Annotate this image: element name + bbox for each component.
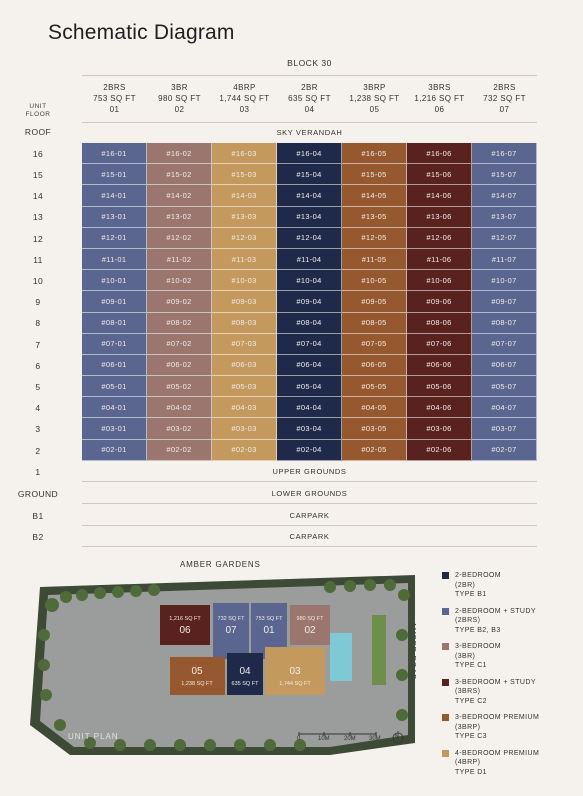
unit-cell[interactable]: #14-03 bbox=[212, 185, 277, 206]
column-header-04: 2BR 635 SQ FT 04 bbox=[288, 83, 331, 114]
unit-cell[interactable]: #15-01 bbox=[82, 164, 147, 185]
upper-grounds-label: UPPER GROUNDS bbox=[272, 467, 347, 476]
floor-row-14 bbox=[82, 185, 537, 206]
floor-row-11 bbox=[82, 249, 537, 270]
unit-cell[interactable]: #07-04 bbox=[277, 334, 342, 355]
unit-cell[interactable]: #09-03 bbox=[212, 291, 277, 312]
unit-cell[interactable]: #15-02 bbox=[147, 164, 212, 185]
floor-row-12 bbox=[82, 228, 537, 249]
unit-cell[interactable]: #07-02 bbox=[147, 334, 212, 355]
svg-text:1,216 SQ FT: 1,216 SQ FT bbox=[169, 616, 201, 622]
column-header-05: 3BRP 1,238 SQ FT 05 bbox=[349, 83, 400, 114]
svg-text:04: 04 bbox=[239, 666, 251, 677]
unit-cell[interactable]: #08-02 bbox=[147, 313, 212, 334]
column-header-01: 2BRS 753 SQ FT 01 bbox=[93, 83, 136, 114]
unit-cell[interactable]: #12-02 bbox=[147, 228, 212, 249]
unit-cell[interactable]: #12-05 bbox=[342, 228, 407, 249]
unit-cell[interactable]: #16-03 bbox=[212, 143, 277, 164]
scale-label: 10M bbox=[318, 736, 330, 742]
unit-grid bbox=[82, 143, 537, 461]
svg-text:1,238 SQ FT: 1,238 SQ FT bbox=[181, 681, 213, 687]
svg-text:980 SQ FT: 980 SQ FT bbox=[296, 616, 324, 622]
legend-swatch bbox=[442, 608, 449, 615]
unit-cell[interactable]: #09-05 bbox=[342, 291, 407, 312]
unit-cell[interactable]: #10-06 bbox=[407, 270, 472, 291]
column-header-02: 3BR 980 SQ FT 02 bbox=[158, 83, 201, 114]
unit-cell[interactable]: #03-07 bbox=[472, 418, 537, 439]
unit-cell[interactable]: #06-05 bbox=[342, 355, 407, 376]
unit-cell[interactable]: #06-07 bbox=[472, 355, 537, 376]
site-plan bbox=[30, 575, 430, 755]
plan-unit-04[interactable] bbox=[227, 653, 263, 695]
column-header-07: 2BRS 732 SQ FT 07 bbox=[483, 83, 526, 114]
unit-cell[interactable]: #08-07 bbox=[472, 313, 537, 334]
unit-cell[interactable]: #05-07 bbox=[472, 376, 537, 397]
unit-cell[interactable]: #07-03 bbox=[212, 334, 277, 355]
page-title: Schematic Diagram bbox=[48, 21, 235, 44]
unit-cell[interactable]: #11-03 bbox=[212, 249, 277, 270]
unit-cell[interactable]: #13-05 bbox=[342, 207, 407, 228]
unit-cell[interactable]: #03-06 bbox=[407, 418, 472, 439]
plan-unit-06[interactable] bbox=[160, 605, 210, 645]
floor-row-13 bbox=[82, 207, 537, 228]
unit-cell[interactable]: #09-06 bbox=[407, 291, 472, 312]
block-label: BLOCK 30 bbox=[287, 58, 332, 68]
unit-cell[interactable]: #05-06 bbox=[407, 376, 472, 397]
floor-row-10 bbox=[82, 270, 537, 291]
unit-cell[interactable]: #14-05 bbox=[342, 185, 407, 206]
unit-cell[interactable]: #16-07 bbox=[472, 143, 537, 164]
floor-row-2 bbox=[82, 440, 537, 461]
divider bbox=[82, 546, 537, 547]
svg-text:06: 06 bbox=[179, 625, 191, 636]
unit-cell[interactable]: #06-03 bbox=[212, 355, 277, 376]
unit-cell[interactable]: #12-06 bbox=[407, 228, 472, 249]
unit-cell[interactable]: #02-01 bbox=[82, 440, 147, 461]
divider bbox=[82, 75, 537, 76]
legend-item-2brs: 2-BEDROOM + STUDY (2BRS) TYPE B2, B3 bbox=[442, 607, 577, 636]
unit-cell[interactable]: #05-05 bbox=[342, 376, 407, 397]
unit-cell[interactable]: #11-01 bbox=[82, 249, 147, 270]
plan-unit-07[interactable] bbox=[213, 603, 249, 659]
unit-cell[interactable]: #09-04 bbox=[277, 291, 342, 312]
unit-cell[interactable]: #04-03 bbox=[212, 397, 277, 418]
legend-swatch bbox=[442, 714, 449, 721]
svg-text:753 SQ FT: 753 SQ FT bbox=[255, 616, 283, 622]
column-header-03: 4BRP 1,744 SQ FT 03 bbox=[219, 83, 270, 114]
north-label: N bbox=[395, 734, 399, 740]
floor-label: 15 bbox=[32, 170, 44, 180]
unit-cell[interactable]: #16-05 bbox=[342, 143, 407, 164]
carpark-b1-label: CARPARK bbox=[289, 511, 330, 520]
legend-swatch bbox=[442, 679, 449, 686]
unit-cell[interactable]: #08-04 bbox=[277, 313, 342, 334]
svg-text:02: 02 bbox=[304, 625, 316, 636]
unit-cell[interactable]: #07-05 bbox=[342, 334, 407, 355]
unit-cell[interactable]: #15-05 bbox=[342, 164, 407, 185]
unit-cell[interactable]: #14-06 bbox=[407, 185, 472, 206]
road-label-amber-gardens: AMBER GARDENS bbox=[180, 560, 261, 569]
floor-row-7 bbox=[82, 334, 537, 355]
unit-cell[interactable]: #13-04 bbox=[277, 207, 342, 228]
unit-cell[interactable]: #07-07 bbox=[472, 334, 537, 355]
floor-label-ground: GROUND bbox=[17, 489, 59, 499]
unit-cell[interactable]: #02-02 bbox=[147, 440, 212, 461]
svg-text:03: 03 bbox=[289, 666, 301, 677]
unit-cell[interactable]: #03-01 bbox=[82, 418, 147, 439]
pool bbox=[330, 633, 352, 681]
unit-cell[interactable]: #13-03 bbox=[212, 207, 277, 228]
floor-row-6 bbox=[82, 355, 537, 376]
unit-cell[interactable]: #07-06 bbox=[407, 334, 472, 355]
unit-cell[interactable]: #06-01 bbox=[82, 355, 147, 376]
lawn bbox=[372, 615, 386, 685]
unit-cell[interactable]: #12-07 bbox=[472, 228, 537, 249]
floor-label: 12 bbox=[32, 234, 44, 244]
floor-label: 5 bbox=[35, 382, 41, 392]
unit-cell[interactable]: #16-02 bbox=[147, 143, 212, 164]
unit-cell[interactable]: #11-06 bbox=[407, 249, 472, 270]
unit-cell[interactable]: #06-04 bbox=[277, 355, 342, 376]
unit-cell[interactable]: #02-03 bbox=[212, 440, 277, 461]
unit-cell[interactable]: #04-02 bbox=[147, 397, 212, 418]
unit-cell[interactable]: #11-07 bbox=[472, 249, 537, 270]
unit-cell[interactable]: #04-04 bbox=[277, 397, 342, 418]
unit-cell[interactable]: #12-04 bbox=[277, 228, 342, 249]
divider bbox=[82, 481, 537, 482]
floor-label: 3 bbox=[35, 424, 41, 434]
floor-row-9 bbox=[82, 291, 537, 312]
unit-cell[interactable]: #12-03 bbox=[212, 228, 277, 249]
legend-swatch bbox=[442, 750, 449, 757]
legend-item-3brp: 3-BEDROOM PREMIUM (3BRP) TYPE C3 bbox=[442, 713, 577, 742]
scale-label: 20M bbox=[344, 736, 356, 742]
unit-cell[interactable]: #02-05 bbox=[342, 440, 407, 461]
unit-cell[interactable]: #10-02 bbox=[147, 270, 212, 291]
legend-item-4brp: 4-BEDROOM PREMIUM (4BRP) TYPE D1 bbox=[442, 749, 577, 778]
floor-label: 10 bbox=[32, 276, 44, 286]
unit-cell[interactable]: #10-01 bbox=[82, 270, 147, 291]
svg-text:05: 05 bbox=[191, 666, 203, 677]
unit-cell[interactable]: #06-02 bbox=[147, 355, 212, 376]
floor-label: 14 bbox=[32, 191, 44, 201]
unit-cell[interactable]: #02-04 bbox=[277, 440, 342, 461]
divider bbox=[82, 525, 537, 526]
legend bbox=[442, 571, 577, 784]
unit-cell[interactable]: #11-04 bbox=[277, 249, 342, 270]
unit-cell[interactable]: #13-01 bbox=[82, 207, 147, 228]
scale-label: 0 bbox=[297, 736, 301, 742]
unit-cell[interactable]: #15-03 bbox=[212, 164, 277, 185]
unit-cell[interactable]: #14-04 bbox=[277, 185, 342, 206]
unit-cell[interactable]: #04-07 bbox=[472, 397, 537, 418]
unit-cell[interactable]: #05-01 bbox=[82, 376, 147, 397]
unit-cell[interactable]: #15-06 bbox=[407, 164, 472, 185]
unit-cell[interactable]: #08-01 bbox=[82, 313, 147, 334]
legend-item-2br: 2-BEDROOM (2BR) TYPE B1 bbox=[442, 571, 577, 600]
legend-swatch bbox=[442, 572, 449, 579]
svg-text:635 SQ FT: 635 SQ FT bbox=[231, 681, 259, 687]
floor-label: 9 bbox=[35, 297, 41, 307]
floor-label: 13 bbox=[32, 212, 44, 222]
unit-cell[interactable]: #11-02 bbox=[147, 249, 212, 270]
unit-cell[interactable]: #03-05 bbox=[342, 418, 407, 439]
divider bbox=[82, 503, 537, 504]
unit-cell[interactable]: #08-06 bbox=[407, 313, 472, 334]
unit-cell[interactable]: #11-05 bbox=[342, 249, 407, 270]
floor-label-b2: B2 bbox=[32, 532, 44, 542]
floor-row-15 bbox=[82, 164, 537, 185]
unit-cell[interactable]: #10-04 bbox=[277, 270, 342, 291]
floor-label-1: 1 bbox=[35, 467, 41, 477]
unit-cell[interactable]: #08-05 bbox=[342, 313, 407, 334]
floor-row-5 bbox=[82, 376, 537, 397]
unit-cell[interactable]: #14-02 bbox=[147, 185, 212, 206]
unit-floor-label: UNIT FLOOR bbox=[25, 103, 51, 118]
floor-label: 7 bbox=[35, 340, 41, 350]
plan-unit-02[interactable] bbox=[290, 605, 330, 645]
unit-cell[interactable]: #05-02 bbox=[147, 376, 212, 397]
unit-cell[interactable]: #13-06 bbox=[407, 207, 472, 228]
svg-text:1,744 SQ FT: 1,744 SQ FT bbox=[279, 681, 311, 687]
lower-grounds-label: LOWER GROUNDS bbox=[271, 489, 348, 498]
unit-cell[interactable]: #02-07 bbox=[472, 440, 537, 461]
unit-cell[interactable]: #03-04 bbox=[277, 418, 342, 439]
floor-row-4 bbox=[82, 397, 537, 418]
floor-row-8 bbox=[82, 313, 537, 334]
floor-label: 2 bbox=[35, 446, 41, 456]
column-header-06: 3BRS 1,216 SQ FT 06 bbox=[414, 83, 465, 114]
unit-plan-caption: UNIT PLAN bbox=[68, 732, 119, 741]
unit-cell[interactable]: #10-03 bbox=[212, 270, 277, 291]
unit-cell[interactable]: #12-01 bbox=[82, 228, 147, 249]
unit-cell[interactable]: #16-06 bbox=[407, 143, 472, 164]
floor-label: 11 bbox=[33, 255, 43, 265]
unit-cell[interactable]: #13-02 bbox=[147, 207, 212, 228]
unit-cell[interactable]: #04-01 bbox=[82, 397, 147, 418]
floor-label-roof: ROOF bbox=[24, 127, 52, 137]
unit-cell[interactable]: #15-04 bbox=[277, 164, 342, 185]
unit-cell[interactable]: #02-06 bbox=[407, 440, 472, 461]
floor-row-16 bbox=[82, 143, 537, 164]
plan-unit-03[interactable] bbox=[265, 647, 325, 695]
unit-cell[interactable]: #16-04 bbox=[277, 143, 342, 164]
divider bbox=[82, 122, 537, 123]
svg-text:01: 01 bbox=[263, 625, 275, 636]
unit-cell[interactable]: #14-01 bbox=[82, 185, 147, 206]
unit-cell[interactable]: #10-07 bbox=[472, 270, 537, 291]
carpark-b2-label: CARPARK bbox=[289, 532, 330, 541]
unit-cell[interactable]: #15-07 bbox=[472, 164, 537, 185]
unit-cell[interactable]: #05-04 bbox=[277, 376, 342, 397]
unit-cell[interactable]: #05-03 bbox=[212, 376, 277, 397]
plan-unit-05[interactable] bbox=[170, 657, 225, 695]
floor-label: 8 bbox=[35, 318, 41, 328]
unit-cell[interactable]: #04-06 bbox=[407, 397, 472, 418]
unit-cell[interactable]: #16-01 bbox=[82, 143, 147, 164]
unit-cell[interactable]: #07-01 bbox=[82, 334, 147, 355]
unit-cell[interactable]: #09-07 bbox=[472, 291, 537, 312]
unit-cell[interactable]: #09-01 bbox=[82, 291, 147, 312]
legend-swatch bbox=[442, 643, 449, 650]
floor-label: 6 bbox=[35, 361, 41, 371]
unit-cell[interactable]: #14-07 bbox=[472, 185, 537, 206]
unit-cell[interactable]: #13-07 bbox=[472, 207, 537, 228]
floor-label-b1: B1 bbox=[32, 511, 44, 521]
unit-cell[interactable]: #03-03 bbox=[212, 418, 277, 439]
svg-text:07: 07 bbox=[225, 625, 237, 636]
scale-label: 30M bbox=[369, 736, 381, 742]
svg-text:732 SQ FT: 732 SQ FT bbox=[217, 616, 245, 622]
legend-item-3brs: 3-BEDROOM + STUDY (3BRS) TYPE C2 bbox=[442, 678, 577, 707]
floor-label: 16 bbox=[32, 149, 44, 159]
unit-cell[interactable]: #10-05 bbox=[342, 270, 407, 291]
unit-cell[interactable]: #08-03 bbox=[212, 313, 277, 334]
roof-label: SKY VERANDAH bbox=[276, 128, 343, 137]
floor-label: 4 bbox=[35, 403, 41, 413]
unit-cell[interactable]: #04-05 bbox=[342, 397, 407, 418]
floor-row-3 bbox=[82, 418, 537, 439]
unit-cell[interactable]: #03-02 bbox=[147, 418, 212, 439]
unit-cell[interactable]: #09-02 bbox=[147, 291, 212, 312]
unit-cell[interactable]: #06-06 bbox=[407, 355, 472, 376]
legend-item-3br: 3-BEDROOM (3BR) TYPE C1 bbox=[442, 642, 577, 671]
